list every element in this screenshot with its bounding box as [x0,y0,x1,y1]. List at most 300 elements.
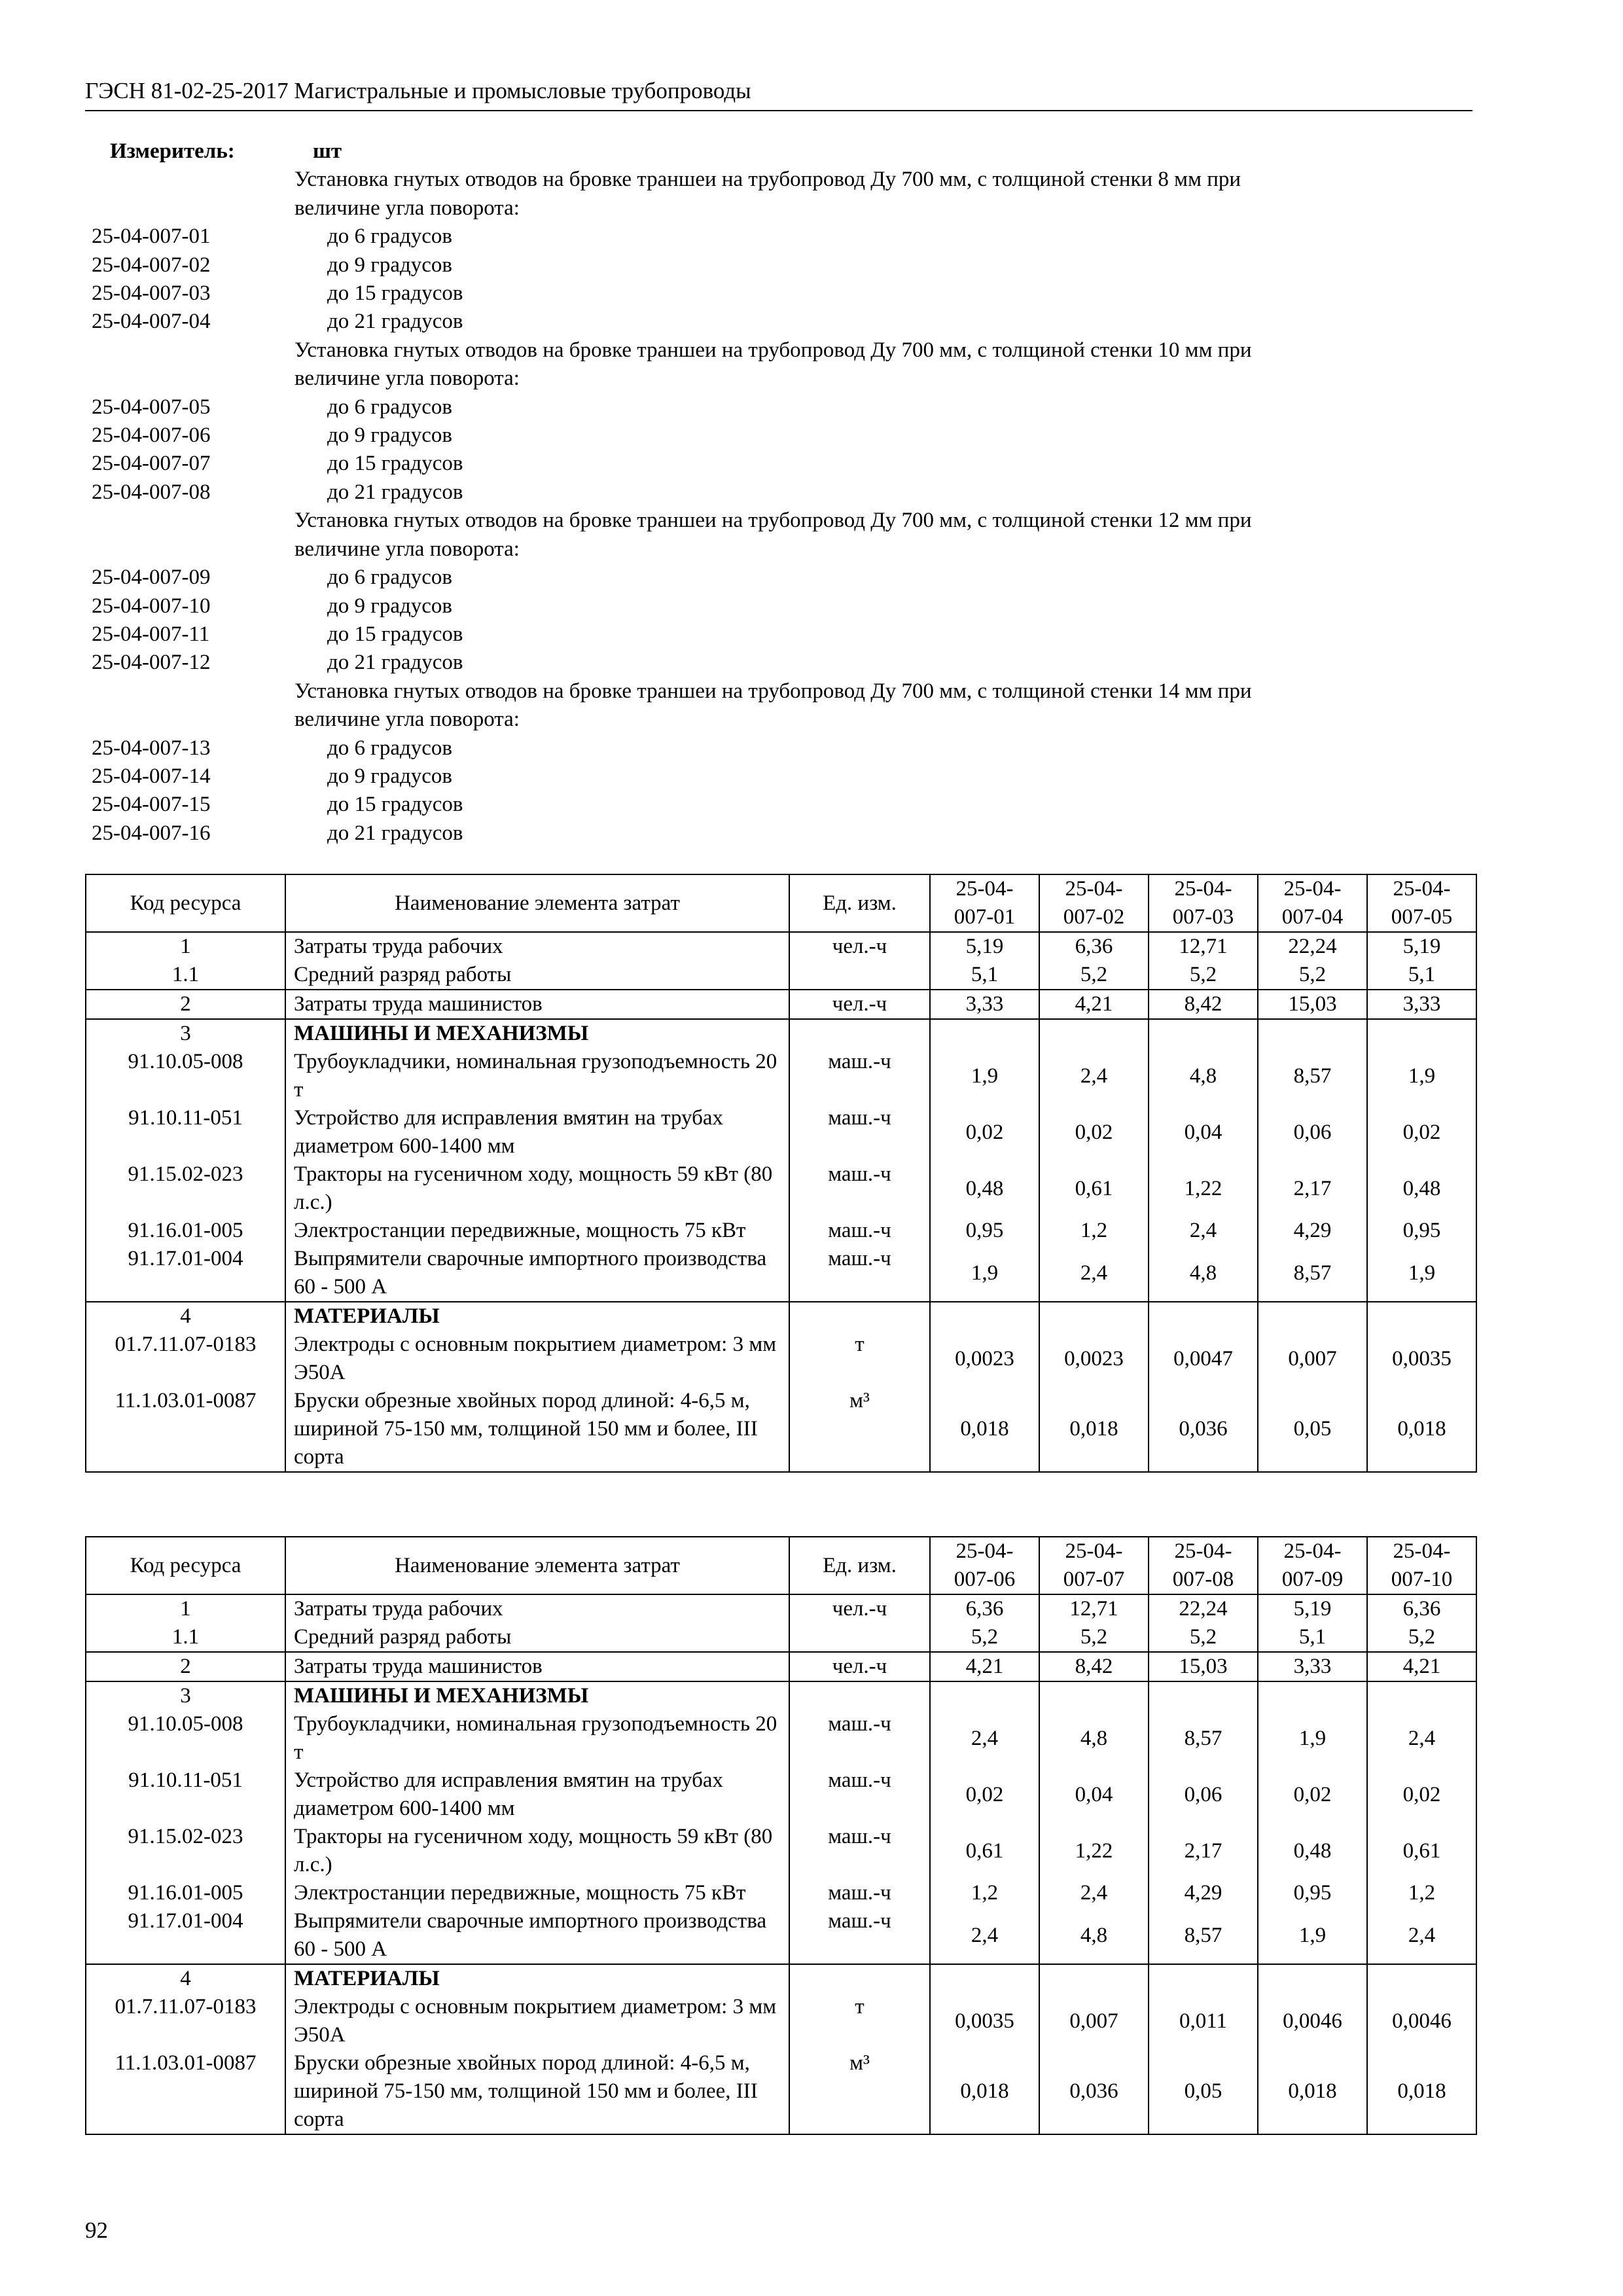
norm-code: 25-04-007-09 [92,565,211,590]
table-row [86,1104,1476,1160]
resource-unit [789,961,930,990]
resource-value: 3,33 [930,990,1039,1019]
norm-item [92,734,1479,762]
resource-table-2 [85,1536,1477,2135]
resource-value [930,1019,1039,1048]
resource-value: 2,4 [1367,1710,1476,1767]
resource-code: 11.1.03.01-0087 [86,2049,285,2134]
resource-code: 91.10.11-051 [86,1104,285,1160]
header-norm-code [1149,874,1258,932]
resource-value [1258,1964,1367,1993]
resource-unit [789,1623,930,1652]
resource-value: 4,21 [930,1652,1039,1681]
table-row [86,1993,1476,2049]
resource-code: 91.10.11-051 [86,1767,285,1823]
resource-value: 0,018 [930,2049,1039,2134]
norm-code-part2: 007-07 [1063,1568,1125,1591]
resource-value: 5,2 [1367,1623,1476,1652]
resource-value: 12,71 [1039,1594,1149,1623]
resource-value: 0,48 [930,1160,1039,1217]
norm-code-part1: 25-04- [955,1539,1014,1563]
resource-code: 01.7.11.07-0183 [86,1331,285,1387]
resource-value: 6,36 [1367,1594,1476,1623]
norm-code: 25-04-007-16 [92,821,211,845]
norm-code-part2: 007-09 [1281,1568,1344,1591]
resource-code: 01.7.11.07-0183 [86,1993,285,2049]
norm-code-part2: 007-10 [1391,1568,1453,1591]
group-title-continued: величине угла поворота: [294,367,520,391]
resource-name: Электроды с основным покрытием диаметром: 3 мм Э50А [285,1331,789,1387]
table-row [86,1681,1476,1710]
table-row [86,1879,1476,1907]
resource-value: 0,0046 [1258,1993,1367,2049]
norm-item [92,223,1479,251]
resource-unit: чел.-ч [789,1652,930,1681]
resource-unit: т [789,1331,930,1387]
page-header: ГЭСН 81-02-25-2017 Магистральные и промысловые трубопроводы [85,72,1472,111]
header-norm-code [1039,1537,1149,1594]
resource-unit: маш.-ч [789,1823,930,1879]
group-title-row [92,166,1479,194]
norm-text: до 6 градусов [327,395,452,419]
resource-value [1149,1681,1258,1710]
resource-code: 4 [86,1302,285,1331]
resource-name: Затраты труда рабочих [285,932,789,961]
resource-code: 11.1.03.01-0087 [86,1387,285,1472]
resource-value: 15,03 [1258,990,1367,1019]
norm-text: до 21 градусов [327,480,463,504]
resource-value: 0,018 [1367,1387,1476,1472]
resource-code: 3 [86,1681,285,1710]
resource-name: Выпрямители сварочные импортного производства 60 - 500 А [285,1245,789,1302]
table-row [86,932,1476,961]
norm-text: до 21 градусов [327,821,463,845]
resource-code: 91.15.02-023 [86,1823,285,1879]
group-title-row [92,365,1479,393]
resource-unit: маш.-ч [789,1907,930,1964]
norm-groups [92,166,1479,848]
norm-code: 25-04-007-04 [92,310,211,334]
resource-code: 1 [86,932,285,961]
resource-name: Электроды с основным покрытием диаметром: 3 мм Э50А [285,1993,789,2049]
norm-code-part1: 25-04- [1065,877,1123,901]
group-title-row [92,336,1479,365]
norm-item [92,478,1479,507]
header-norm-code [930,874,1039,932]
resource-unit [789,1681,930,1710]
norm-code-part2: 007-04 [1281,905,1344,929]
resource-value [1367,1681,1476,1710]
group-title: Установка гнутых отводов на бровке траншеи на трубопровод Ду 700 мм, с толщиной стенки 10 мм при [294,338,1252,362]
header-name: Наименование элемента затрат [285,1537,789,1594]
table-row [86,1387,1476,1472]
resource-code: 91.10.05-008 [86,1048,285,1104]
resource-code: 91.17.01-004 [86,1245,285,1302]
table-row [86,1964,1476,1993]
norm-code-part1: 25-04- [1174,1539,1232,1563]
group-code-spacer [92,336,294,365]
resource-value: 2,4 [930,1907,1039,1964]
resource-value: 4,8 [1149,1048,1258,1104]
resource-name: Трубоукладчики, номинальная грузоподъемность 20 т [285,1048,789,1104]
norm-code: 25-04-007-06 [92,423,211,448]
table-header-row [86,1537,1476,1594]
resource-value: 1,9 [1258,1710,1367,1767]
resource-name: Тракторы на гусеничном ходу, мощность 59 кВт (80 л.с.) [285,1823,789,1879]
resource-unit: маш.-ч [789,1217,930,1245]
norm-code: 25-04-007-05 [92,395,211,419]
group-code-spacer [92,706,294,734]
resource-value: 0,95 [1258,1879,1367,1907]
norm-item [92,251,1479,279]
resource-name: Затраты труда рабочих [285,1594,789,1623]
resource-value: 0,61 [930,1823,1039,1879]
resource-value: 1,2 [1367,1879,1476,1907]
resource-value [930,1964,1039,1993]
table-row [86,1823,1476,1879]
resource-value: 0,61 [1039,1160,1149,1217]
resource-value: 8,57 [1149,1710,1258,1767]
resource-value: 0,018 [1039,1387,1149,1472]
resource-value: 1,2 [1039,1217,1149,1245]
norm-code-part1: 25-04- [1174,877,1232,901]
norm-list [92,137,1479,848]
resource-value: 0,95 [1367,1217,1476,1245]
resource-code: 91.16.01-005 [86,1879,285,1907]
resource-value: 3,33 [1367,990,1476,1019]
resource-value: 8,42 [1039,1652,1149,1681]
resource-name: МАТЕРИАЛЫ [285,1302,789,1331]
table-row [86,1302,1476,1331]
resource-value: 2,4 [1149,1217,1258,1245]
resource-value: 5,2 [1258,961,1367,990]
norm-code: 25-04-007-08 [92,480,211,504]
resource-code: 91.16.01-005 [86,1217,285,1245]
table-row [86,1767,1476,1823]
resource-value: 0,0023 [1039,1331,1149,1387]
resource-unit: чел.-ч [789,932,930,961]
resource-value [1367,1964,1476,1993]
norm-text: до 9 градусов [327,253,452,277]
resource-value: 6,36 [930,1594,1039,1623]
resource-code: 4 [86,1964,285,1993]
norm-item [92,450,1479,478]
norm-item [92,649,1479,677]
resource-value: 0,04 [1149,1104,1258,1160]
resource-value: 0,06 [1258,1104,1367,1160]
resource-unit: маш.-ч [789,1879,930,1907]
resource-unit: маш.-ч [789,1160,930,1217]
group-title-row [92,535,1479,564]
resource-unit: маш.-ч [789,1767,930,1823]
resource-code: 91.17.01-004 [86,1907,285,1964]
norm-text: до 9 градусов [327,594,452,618]
norm-item [92,592,1479,620]
resource-value: 0,05 [1149,2049,1258,2134]
resource-name: Затраты труда машинистов [285,990,789,1019]
table-row [86,1710,1476,1767]
resource-code: 1 [86,1594,285,1623]
resource-value: 0,007 [1258,1331,1367,1387]
resource-code: 1.1 [86,1623,285,1652]
norm-code: 25-04-007-03 [92,281,211,306]
table-row [86,1652,1476,1681]
resource-table-1 [85,874,1477,1473]
norm-code: 25-04-007-15 [92,793,211,817]
resource-value: 2,4 [1039,1879,1149,1907]
resource-value: 22,24 [1149,1594,1258,1623]
resource-value: 2,4 [930,1710,1039,1767]
resource-value: 0,48 [1367,1160,1476,1217]
resource-code: 91.10.05-008 [86,1710,285,1767]
resource-value: 5,1 [930,961,1039,990]
resource-value: 5,2 [1149,1623,1258,1652]
group-code-spacer [92,194,294,223]
resource-value: 1,9 [930,1245,1039,1302]
resource-name: Устройство для исправления вмятин на трубах диаметром 600-1400 мм [285,1104,789,1160]
header-norm-code [1258,874,1367,932]
group-code-spacer [92,677,294,706]
measure-value: шт [313,139,342,163]
resource-unit: маш.-ч [789,1048,930,1104]
resource-value: 0,02 [1367,1767,1476,1823]
resource-value: 2,4 [1039,1048,1149,1104]
norm-text: до 6 градусов [327,565,452,590]
resource-name: Электростанции передвижные, мощность 75 кВт [285,1217,789,1245]
resource-value: 4,29 [1258,1217,1367,1245]
norm-item [92,791,1479,819]
group-title-row [92,706,1479,734]
group-title: Установка гнутых отводов на бровке траншеи на трубопровод Ду 700 мм, с толщиной стенки 8 мм при [294,168,1241,192]
norm-code-part1: 25-04- [1393,1539,1451,1563]
measure-row [92,137,1479,166]
norm-code: 25-04-007-14 [92,764,211,788]
resource-value [1367,1302,1476,1331]
header-name: Наименование элемента затрат [285,874,789,932]
resource-name: МАШИНЫ И МЕХАНИЗМЫ [285,1681,789,1710]
norm-code: 25-04-007-07 [92,452,211,476]
resource-value: 4,21 [1367,1652,1476,1681]
resource-name: Тракторы на гусеничном ходу, мощность 59 кВт (80 л.с.) [285,1160,789,1217]
resource-value: 8,57 [1258,1048,1367,1104]
resource-unit [789,1964,930,1993]
resource-value: 4,29 [1149,1879,1258,1907]
table-row [86,2049,1476,2134]
resource-value: 1,9 [1258,1907,1367,1964]
resource-value [930,1302,1039,1331]
resource-value: 5,19 [930,932,1039,961]
resource-unit: чел.-ч [789,990,930,1019]
resource-value: 5,1 [1258,1623,1367,1652]
norm-code-part2: 007-01 [954,905,1016,929]
header-unit: Ед. изм. [789,1537,930,1594]
resource-value: 6,36 [1039,932,1149,961]
norm-code-part2: 007-03 [1172,905,1234,929]
resource-unit: м³ [789,2049,930,2134]
norm-code-part2: 007-05 [1391,905,1453,929]
resource-value: 0,0035 [930,1993,1039,2049]
resource-value [930,1681,1039,1710]
resource-code: 3 [86,1019,285,1048]
table-row [86,1019,1476,1048]
resource-value: 0,018 [1258,2049,1367,2134]
table-header-row [86,874,1476,932]
resource-value: 5,2 [930,1623,1039,1652]
group-code-spacer [92,365,294,393]
resource-value: 0,04 [1039,1767,1149,1823]
norm-code-part1: 25-04- [955,877,1014,901]
group-code-spacer [92,507,294,535]
norm-code-part2: 007-06 [954,1568,1016,1591]
header-norm-code [1149,1537,1258,1594]
resource-value: 2,4 [1367,1907,1476,1964]
resource-value: 0,06 [1149,1767,1258,1823]
norm-text: до 9 градусов [327,423,452,448]
resource-value: 12,71 [1149,932,1258,961]
resource-value: 2,4 [1039,1245,1149,1302]
group-title: Установка гнутых отводов на бровке траншеи на трубопровод Ду 700 мм, с толщиной стенки 14 мм при [294,679,1252,703]
resource-value: 0,0035 [1367,1331,1476,1387]
norm-item [92,620,1479,649]
resource-value: 0,02 [1367,1104,1476,1160]
group-title-continued: величине угла поворота: [294,708,520,732]
resource-value: 0,05 [1258,1387,1367,1472]
resource-value: 0,02 [930,1104,1039,1160]
resource-value [1258,1681,1367,1710]
resource-name: Бруски обрезные хвойных пород длиной: 4-6,5 м, шириной 75-150 мм, толщиной 150 мм и более, III сорта [285,1387,789,1472]
group-title: Установка гнутых отводов на бровке траншеи на трубопровод Ду 700 мм, с толщиной стенки 12 мм при [294,509,1252,533]
resource-unit [789,1302,930,1331]
resource-value: 5,2 [1039,1623,1149,1652]
table-row [86,990,1476,1019]
resource-value: 0,0047 [1149,1331,1258,1387]
resource-value: 5,1 [1367,961,1476,990]
header-unit: Ед. изм. [789,874,930,932]
resource-value: 0,007 [1039,1993,1149,2049]
header-norm-code [1258,1537,1367,1594]
norm-text: до 15 градусов [327,622,463,646]
resource-value: 4,8 [1039,1907,1149,1964]
resource-unit [789,1019,930,1048]
resource-value: 0,02 [930,1767,1039,1823]
norm-text: до 15 градусов [327,452,463,476]
resource-value: 0,0046 [1367,1993,1476,2049]
group-title-continued: величине угла поворота: [294,537,520,561]
resource-value: 1,9 [930,1048,1039,1104]
resource-value [1367,1019,1476,1048]
norm-code-part1: 25-04- [1393,877,1451,901]
page-number: 92 [85,2217,108,2243]
group-title-row [92,507,1479,535]
resource-value: 5,19 [1367,932,1476,961]
norm-code-part1: 25-04- [1065,1539,1123,1563]
header-code: Код ресурса [86,874,285,932]
norm-code-part1: 25-04- [1283,1539,1342,1563]
resource-value [1258,1302,1367,1331]
resource-value: 0,95 [930,1217,1039,1245]
resource-value: 5,2 [1039,961,1149,990]
norm-item [92,393,1479,422]
table-row [86,1331,1476,1387]
resource-value: 22,24 [1258,932,1367,961]
resource-value: 4,21 [1039,990,1149,1019]
resource-unit: маш.-ч [789,1710,930,1767]
resource-value: 2,17 [1149,1823,1258,1879]
table-row [86,1160,1476,1217]
norm-text: до 21 градусов [327,651,463,675]
resource-value: 15,03 [1149,1652,1258,1681]
resource-name: Средний разряд работы [285,1623,789,1652]
resource-value [1149,1302,1258,1331]
resource-code: 91.15.02-023 [86,1160,285,1217]
resource-value: 3,33 [1258,1652,1367,1681]
resource-unit: м³ [789,1387,930,1472]
measure-label: Измеритель: [110,139,235,163]
norm-item [92,422,1479,450]
resource-value [1039,1019,1149,1048]
norm-code: 25-04-007-12 [92,651,211,675]
resource-value: 0,02 [1039,1104,1149,1160]
resource-value [1039,1302,1149,1331]
norm-item [92,762,1479,791]
group-code-spacer [92,535,294,564]
resource-value: 8,42 [1149,990,1258,1019]
resource-value: 0,036 [1149,1387,1258,1472]
resource-unit: т [789,1993,930,2049]
resource-unit: чел.-ч [789,1594,930,1623]
resource-unit: маш.-ч [789,1245,930,1302]
resource-code: 2 [86,990,285,1019]
norm-item [92,819,1479,848]
header-norm-code [1039,874,1149,932]
resource-value: 8,57 [1258,1245,1367,1302]
resource-name: Средний разряд работы [285,961,789,990]
resource-name: Выпрямители сварочные импортного производства 60 - 500 А [285,1907,789,1964]
header-norm-code [1367,1537,1476,1594]
norm-item [92,308,1479,336]
norm-code: 25-04-007-13 [92,736,211,760]
table-row [86,1217,1476,1245]
norm-code-part2: 007-02 [1063,905,1125,929]
norm-text: до 6 градусов [327,224,452,249]
norm-text: до 6 градусов [327,736,452,760]
resource-value [1258,1019,1367,1048]
resource-code: 2 [86,1652,285,1681]
resource-value: 0,02 [1258,1767,1367,1823]
group-title-continued: величине угла поворота: [294,196,520,220]
resource-unit: маш.-ч [789,1104,930,1160]
table-row [86,1048,1476,1104]
resource-name: Устройство для исправления вмятин на трубах диаметром 600-1400 мм [285,1767,789,1823]
resource-name: Трубоукладчики, номинальная грузоподъемность 20 т [285,1710,789,1767]
resource-value: 0,036 [1039,2049,1149,2134]
resource-value: 5,19 [1258,1594,1367,1623]
table-row [86,1594,1476,1623]
norm-item [92,564,1479,592]
resource-value [1149,1964,1258,1993]
resource-value: 2,17 [1258,1160,1367,1217]
resource-name: МАТЕРИАЛЫ [285,1964,789,1993]
norm-item [92,279,1479,308]
norm-text: до 15 градусов [327,281,463,306]
resource-value: 1,9 [1367,1048,1476,1104]
header-norm-code [1367,874,1476,932]
norm-code-part2: 007-08 [1172,1568,1234,1591]
resource-value: 1,9 [1367,1245,1476,1302]
resource-value: 0,018 [1367,2049,1476,2134]
resource-value: 0,48 [1258,1823,1367,1879]
norm-text: до 21 градусов [327,310,463,334]
